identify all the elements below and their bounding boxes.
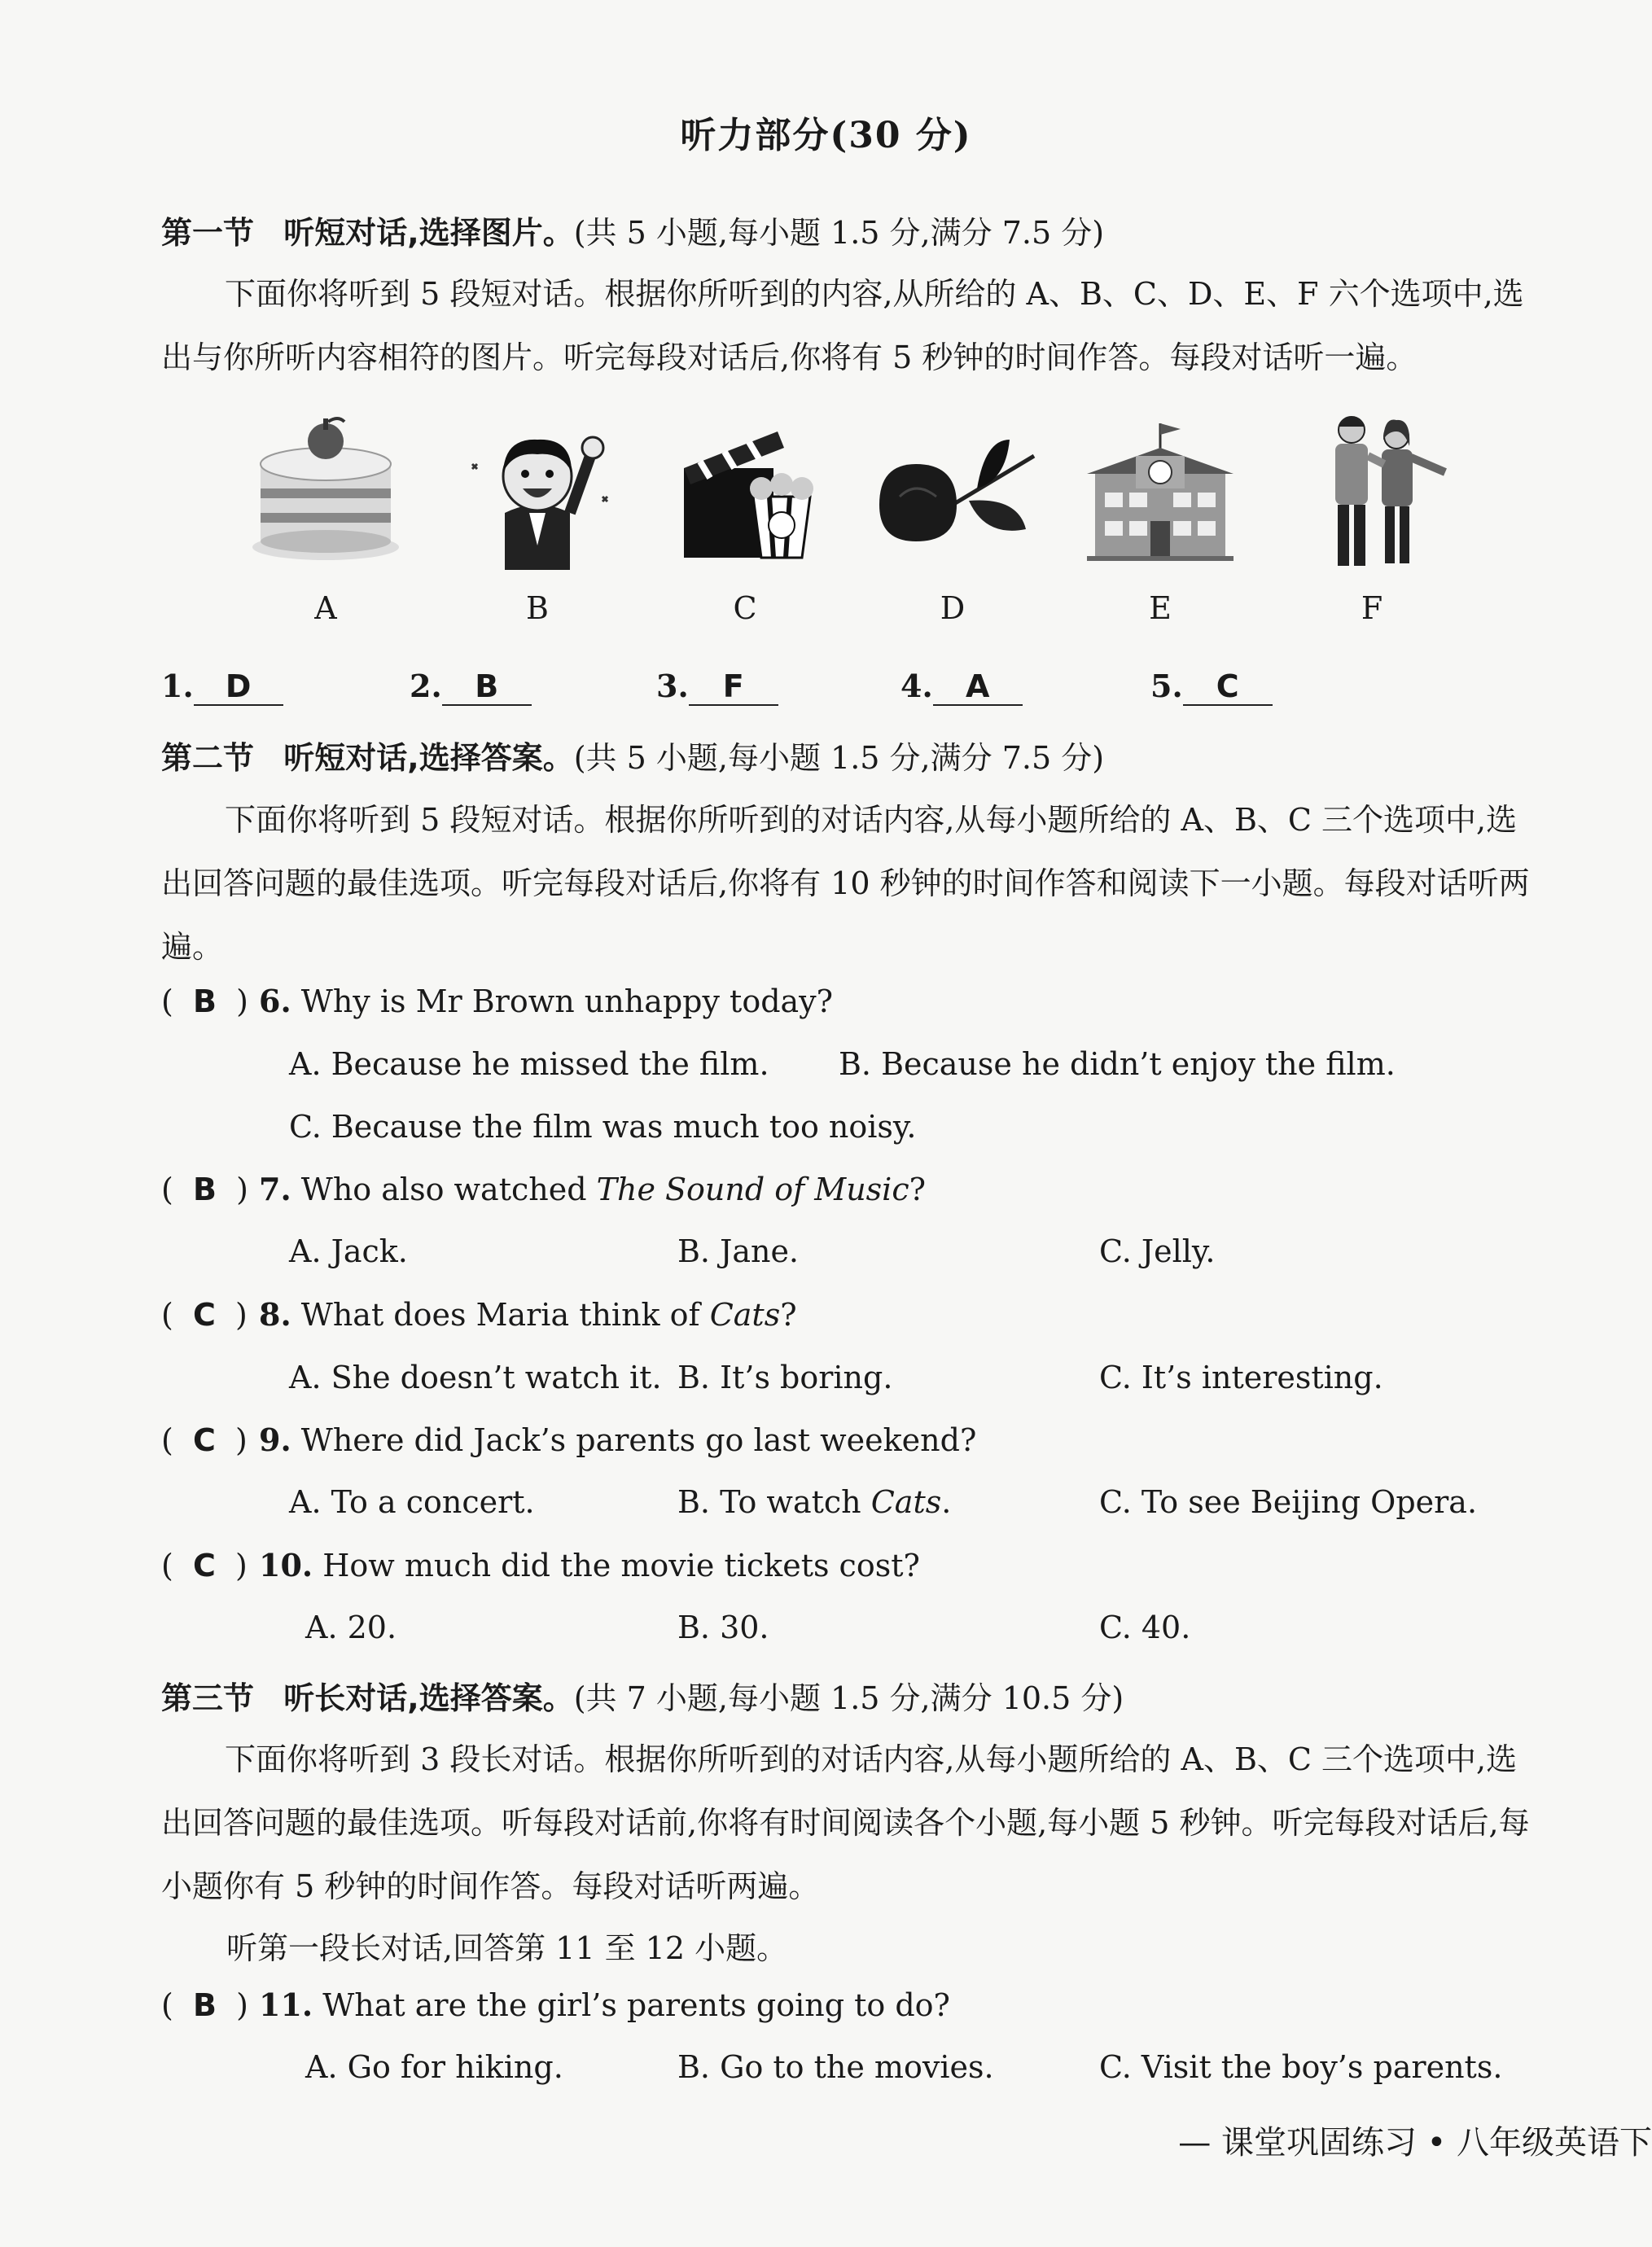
picture-label-f: F: [1361, 590, 1383, 626]
option-b: B. Jane.: [677, 1233, 800, 1269]
question-text: Why is Mr Brown unhappy today?: [300, 983, 834, 1019]
question-10: ( C ) 10. How much did the movie tickets cost?: [161, 1547, 920, 1583]
answer-choice: C: [192, 1297, 216, 1333]
cake-icon: [236, 407, 415, 570]
answer-blank[interactable]: C: [1183, 668, 1273, 706]
page-title: 听力部分(30 分): [680, 115, 972, 156]
question-9: ( C ) 9. Where did Jack’s parents go last weekend?: [161, 1421, 977, 1458]
section3-label: 第三节: [161, 1680, 255, 1716]
movie-clapper-icon: [655, 407, 835, 570]
answer-item-5: 5. C: [1150, 668, 1273, 706]
answer-choice: C: [192, 1548, 216, 1583]
option-a: A. Because he missed the film.: [289, 1046, 769, 1082]
option-a: A. Go for hiking.: [305, 2049, 563, 2085]
answer-blank[interactable]: F: [689, 668, 778, 706]
question-11: ( B ) 11. What are the girl’s parents going to do?: [161, 1986, 950, 2023]
couple-icon: [1282, 407, 1461, 570]
picture-options: [0, 407, 1652, 651]
answer-choice: C: [192, 1422, 216, 1458]
picture-label-d: D: [940, 590, 966, 626]
answer-blank[interactable]: B: [442, 668, 532, 706]
option-c: C. To see Beijing Opera.: [1099, 1484, 1478, 1520]
section3-header: [161, 1673, 1124, 1718]
option-c: C. It’s interesting.: [1099, 1360, 1383, 1395]
option-c: C. 40.: [1099, 1610, 1191, 1645]
answer-choice: B: [192, 1172, 217, 1207]
section1-header: [161, 208, 1104, 252]
answer-item-4: 4. A: [900, 668, 1023, 706]
question-7: ( B ) 7. Who also watched The Sound of Music?: [161, 1171, 926, 1207]
answer-item-2: 2. B: [410, 668, 532, 706]
answer-choice: B: [192, 983, 217, 1019]
answer-item-1: 1. D: [161, 668, 283, 706]
picture-label-b: B: [526, 590, 549, 626]
section2-header: [161, 733, 1104, 777]
section3-instructions: 下面你将听到 3 段长对话。根据你所听到的对话内容,从每小题所给的 A、B、C 三个选项中,选出回答问题的最佳选项。听每段对话前,你将有时间阅读各个小题,每小题 5 秒钟。听完每段对话后,每小题你有 5 秒钟的时间作答。每段对话听两遍。: [161, 1741, 1530, 1904]
option-b: B. 30.: [677, 1610, 769, 1645]
section2-meta: (共 5 小题,每小题 1.5 分,满分 7.5 分): [573, 740, 1105, 776]
question-text: What are the girl’s parents going to do?: [322, 1987, 950, 2023]
question-text: Where did Jack’s parents go last weekend?: [300, 1422, 977, 1458]
answer-choice: B: [192, 1987, 217, 2023]
option-c: C. Visit the boy’s parents.: [1099, 2049, 1503, 2085]
school-building-icon: [1071, 407, 1250, 570]
section3-meta: (共 7 小题,每小题 1.5 分,满分 10.5 分): [573, 1680, 1124, 1716]
section1-heading: 听短对话,选择图片。: [283, 215, 574, 251]
answer-item-3: 3. F: [656, 668, 778, 706]
section1-meta: (共 5 小题,每小题 1.5 分,满分 7.5 分): [573, 215, 1105, 251]
option-b: B. Because he didn’t enjoy the film.: [839, 1046, 1396, 1082]
option-b: B. It’s boring.: [677, 1360, 893, 1395]
answer-blank[interactable]: A: [933, 668, 1023, 706]
option-a: A. She doesn’t watch it.: [289, 1360, 662, 1395]
option-a: A. Jack.: [289, 1233, 408, 1269]
option-b: B. Go to the movies.: [677, 2049, 994, 2085]
section2-label: 第二节: [161, 740, 255, 776]
option-a: A. To a concert.: [289, 1484, 535, 1520]
title-italic: Cats: [709, 1297, 781, 1333]
answer-blank[interactable]: D: [194, 668, 283, 706]
section1-instructions: 下面你将听到 5 段短对话。根据你所听到的内容,从所给的 A、B、C、D、E、F 六个选项中,选出与你所听内容相符的图片。听完每段对话后,你将有 5 秒钟的时间作答。每段对话听一遍。: [161, 276, 1524, 375]
rose-icon: [863, 407, 1042, 570]
question-text: How much did the movie tickets cost?: [322, 1548, 920, 1583]
section3-heading: 听长对话,选择答案。: [283, 1680, 574, 1716]
cheering-boy-icon: [448, 407, 627, 570]
option-c: C. Jelly.: [1099, 1233, 1216, 1269]
option-c: C. Because the film was much too noisy.: [289, 1109, 917, 1145]
title-italic: The Sound of Music: [596, 1172, 909, 1207]
option-b: B. To watch Cats.: [677, 1484, 952, 1520]
question-8: ( C ) 8. What does Maria think of Cats?: [161, 1296, 797, 1333]
picture-label-c: C: [733, 590, 757, 626]
section2-heading: 听短对话,选择答案。: [283, 740, 574, 776]
option-a: A. 20.: [305, 1610, 397, 1645]
question-6: ( B ) 6. Why is Mr Brown unhappy today?: [161, 983, 834, 1019]
section1-label: 第一节: [161, 215, 255, 251]
section2-instructions: 下面你将听到 5 段短对话。根据你所听到的对话内容,从每小题所给的 A、B、C 三个选项中,选出回答问题的最佳选项。听完每段对话后,你将有 10 秒钟的时间作答和阅读下一小题。每段对话听两遍。: [161, 802, 1530, 965]
picture-label-a: A: [314, 590, 337, 626]
picture-label-e: E: [1149, 590, 1172, 626]
page-footer: — 课堂巩固练习 • 八年级英语下: [1178, 2124, 1652, 2162]
section3-sub-instruction: 听第一段长对话,回答第 11 至 12 小题。: [226, 1930, 788, 1966]
